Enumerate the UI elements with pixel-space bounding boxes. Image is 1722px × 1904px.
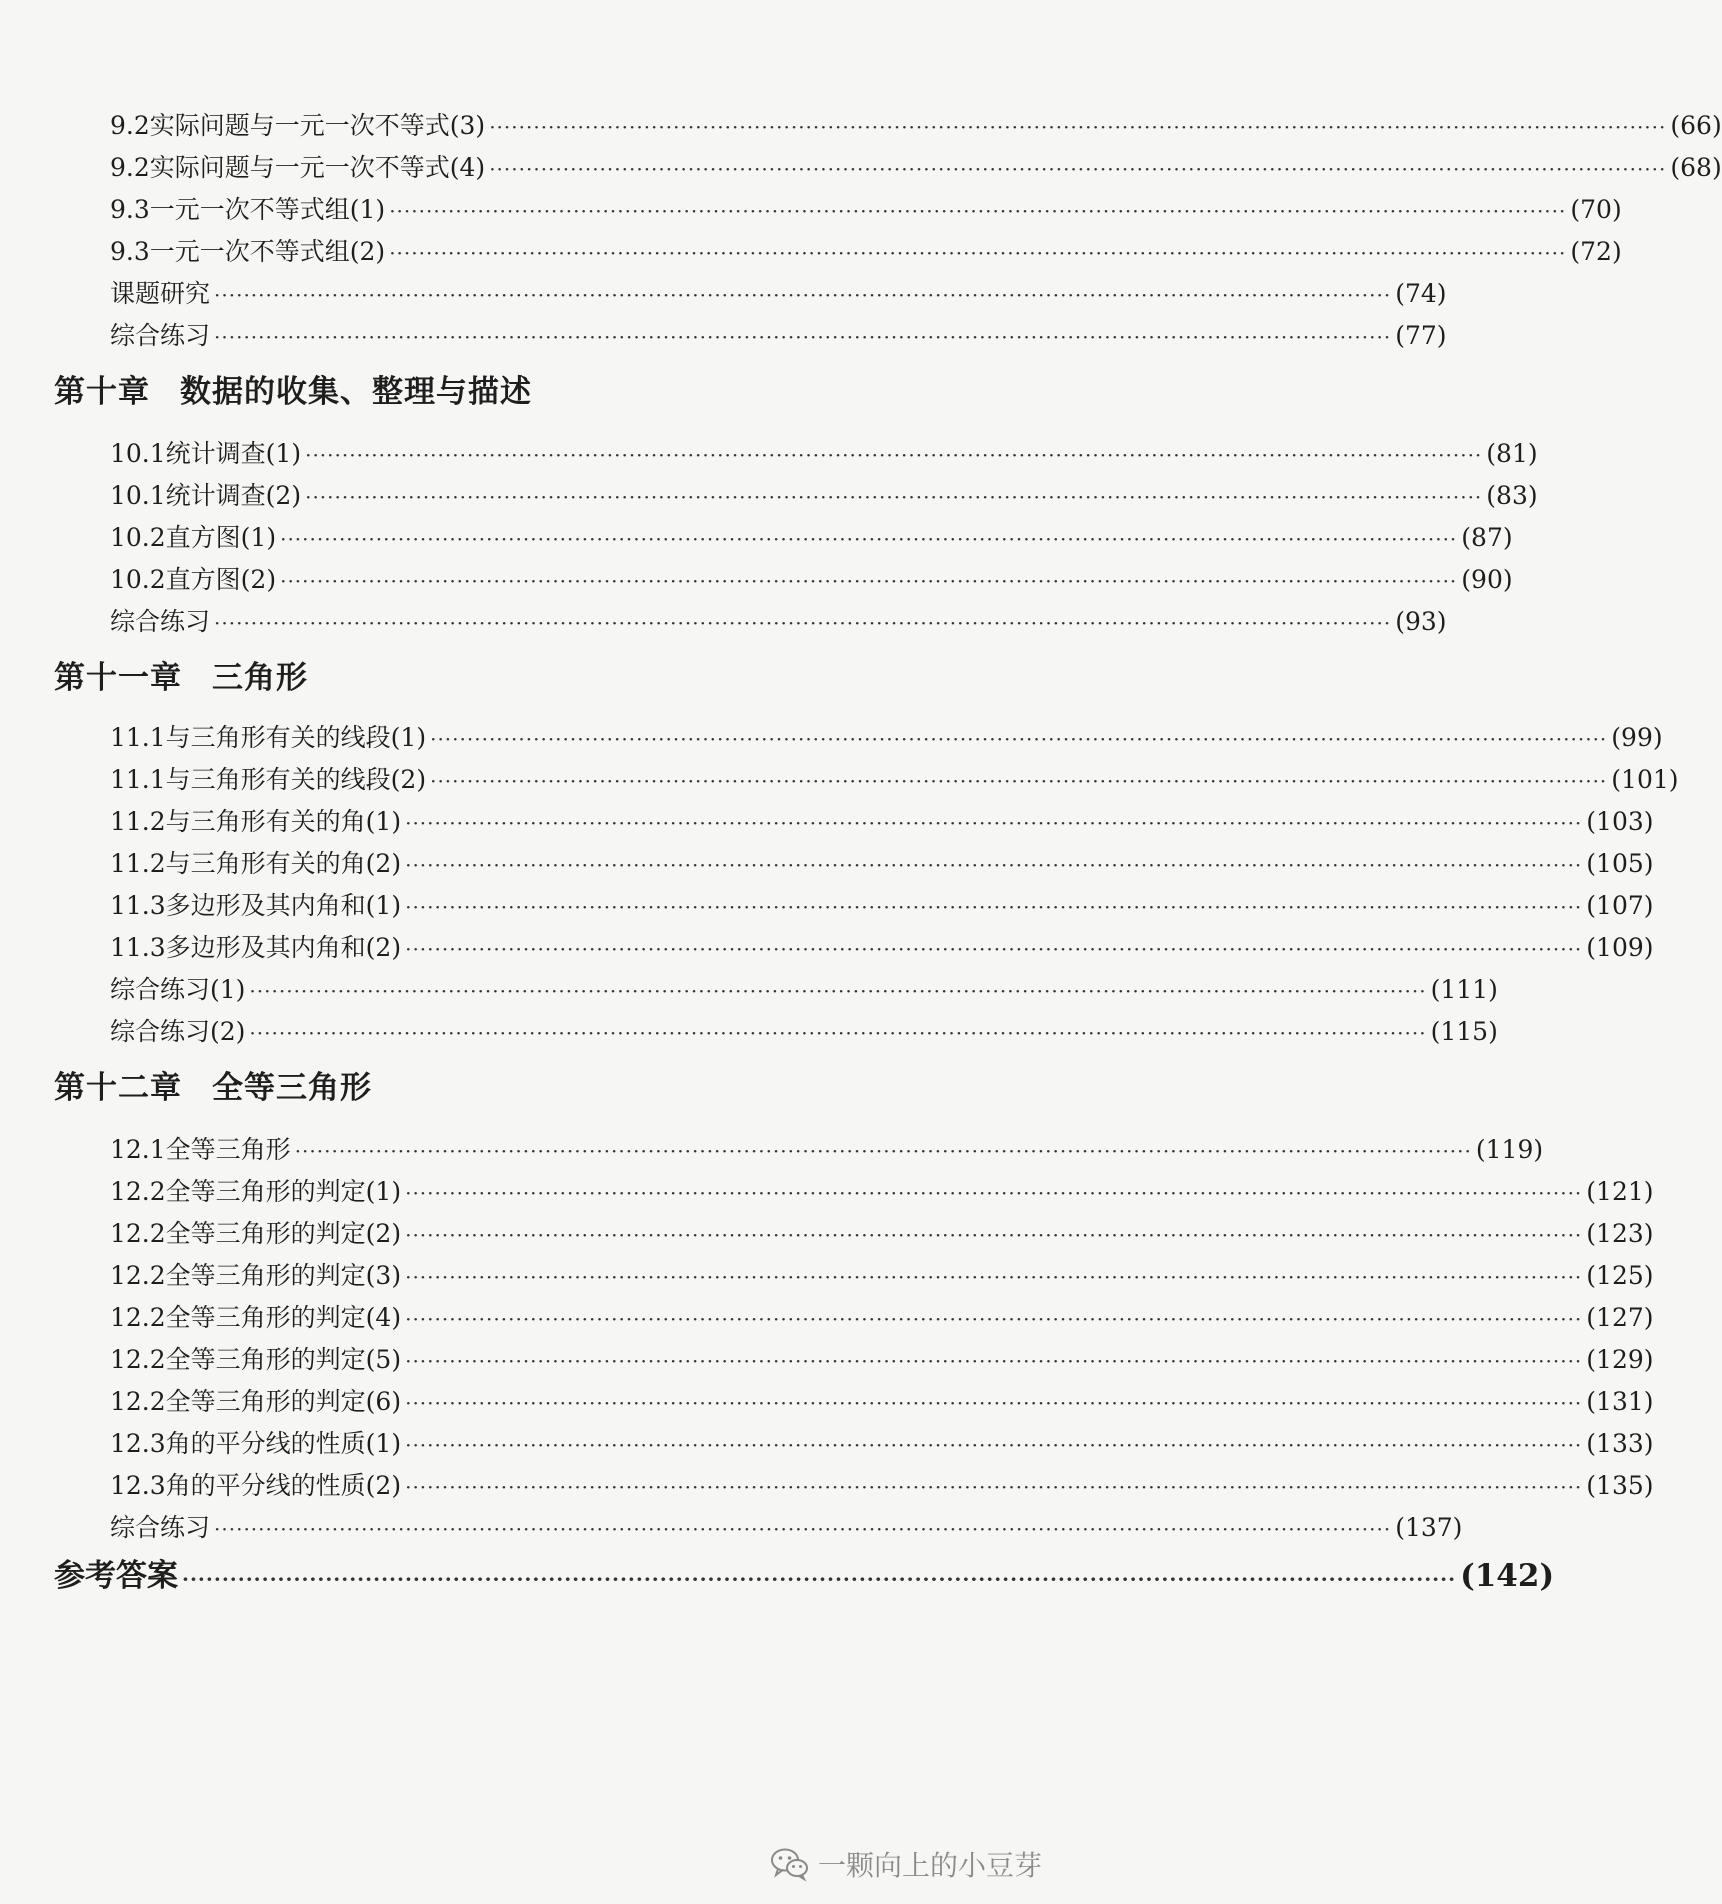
section-number: 12.3 <box>110 1471 166 1500</box>
page-number: (127) <box>1586 1303 1654 1332</box>
page-number: (103) <box>1586 807 1654 836</box>
dot-leader: ································································································································································ <box>305 443 1483 467</box>
dot-leader: ································································································································································ <box>389 199 1567 223</box>
entry-title: 综合练习 <box>110 1513 211 1542</box>
dot-leader: ································································································································································ <box>280 527 1458 551</box>
entry-title: 与三角形有关的线段(2) <box>165 765 427 794</box>
section-number: 12.2 <box>110 1219 166 1248</box>
dot-leader: ································································································································································ <box>489 157 1667 181</box>
page-number: (121) <box>1586 1177 1654 1206</box>
chapter-number: 第十二章 <box>54 1070 182 1106</box>
toc-entry <box>110 518 1513 554</box>
toc-entry <box>110 1466 1654 1502</box>
page-number: (99) <box>1611 723 1663 752</box>
entry-title: 多边形及其内角和(1) <box>165 891 402 920</box>
page-number: (66) <box>1670 111 1722 140</box>
chapter-number: 第十一章 <box>54 660 182 696</box>
wechat-icon <box>770 1847 810 1881</box>
toc-entry <box>110 1130 1544 1166</box>
dot-leader: ································································································································································ <box>405 1265 1583 1289</box>
section-number: 9.2 <box>110 153 150 182</box>
entry-title: 角的平分线的性质(1) <box>165 1429 402 1458</box>
entry-title: 实际问题与一元一次不等式(3) <box>149 111 486 140</box>
entry-title: 全等三角形的判定(4) <box>165 1303 402 1332</box>
page-number: (74) <box>1395 279 1447 308</box>
dot-leader: ································································································································································ <box>280 569 1458 593</box>
dot-leader: ································································································································································ <box>430 727 1608 751</box>
section-number: 12.2 <box>110 1303 166 1332</box>
dot-leader: ································································································································································ <box>405 1223 1583 1247</box>
toc-entry <box>110 476 1538 512</box>
dot-leader: ································································································································································ <box>214 283 1392 307</box>
toc-entry <box>110 970 1498 1006</box>
page-number: (101) <box>1611 765 1679 794</box>
page-number: (109) <box>1586 933 1654 962</box>
entry-title: 全等三角形的判定(1) <box>165 1177 402 1206</box>
chapter-title: 三角形 <box>212 660 308 696</box>
page-number: (123) <box>1586 1219 1654 1248</box>
section-number: 12.2 <box>110 1345 166 1374</box>
section-number: 10.2 <box>110 565 166 594</box>
page-number: (115) <box>1430 1017 1498 1046</box>
toc-entry <box>110 560 1513 596</box>
toc-entry <box>110 148 1722 184</box>
dot-leader: ································································································································································ <box>405 1391 1583 1415</box>
chapter-number: 第十章 <box>54 374 150 410</box>
entry-title: 多边形及其内角和(2) <box>165 933 402 962</box>
toc-entry <box>110 718 1663 754</box>
toc-entry <box>110 802 1654 838</box>
entry-title: 与三角形有关的线段(1) <box>165 723 427 752</box>
entry-title: 综合练习(1) <box>110 975 246 1004</box>
section-number: 12.2 <box>110 1387 166 1416</box>
toc-entry <box>110 602 1447 638</box>
toc-entry <box>110 1508 1463 1544</box>
dot-leader: ································································································································································ <box>405 1433 1583 1457</box>
page-number: (125) <box>1586 1261 1654 1290</box>
toc-entry <box>110 1172 1654 1208</box>
dot-leader: ································································································································································ <box>405 1307 1583 1331</box>
dot-leader: ································································································································································ <box>489 115 1667 139</box>
page-number: (135) <box>1586 1471 1654 1500</box>
dot-leader: ································································································································································ <box>405 1349 1583 1373</box>
page-number: (131) <box>1586 1387 1654 1416</box>
entry-title: 全等三角形的判定(3) <box>165 1261 402 1290</box>
page-number: (105) <box>1586 849 1654 878</box>
entry-title: 全等三角形的判定(5) <box>165 1345 402 1374</box>
entry-title: 实际问题与一元一次不等式(4) <box>149 153 486 182</box>
toc-top-entry <box>54 1550 1555 1595</box>
section-number: 11.2 <box>110 849 166 878</box>
toc-entry <box>110 1382 1654 1418</box>
toc-entry <box>110 274 1447 310</box>
entry-title: 参考答案 <box>54 1558 178 1594</box>
entry-title: 与三角形有关的角(1) <box>165 807 402 836</box>
entry-title: 直方图(2) <box>165 565 277 594</box>
dot-leader: ································································································································································ <box>389 241 1567 265</box>
toc-entry <box>110 190 1622 226</box>
toc-entry <box>110 1424 1654 1460</box>
section-number: 9.3 <box>110 237 150 266</box>
section-number: 12.2 <box>110 1177 166 1206</box>
entry-title: 全等三角形 <box>165 1135 291 1164</box>
toc-entry <box>110 1340 1654 1376</box>
toc-entry <box>110 106 1722 142</box>
section-number: 9.2 <box>110 111 150 140</box>
toc-entry <box>110 760 1679 796</box>
toc-entry <box>110 844 1654 880</box>
entry-title: 全等三角形的判定(2) <box>165 1219 402 1248</box>
entry-title: 一元一次不等式组(2) <box>149 237 386 266</box>
toc-entry <box>110 232 1622 268</box>
dot-leader: ································································································································································ <box>405 811 1583 835</box>
dot-leader: ································································································································································ <box>405 1475 1583 1499</box>
chapter-heading <box>54 1062 372 1107</box>
page-number: (107) <box>1586 891 1654 920</box>
section-number: 12.1 <box>110 1135 166 1164</box>
dot-leader: ································································································································································ <box>249 979 1427 1003</box>
page-number: (119) <box>1475 1135 1544 1164</box>
dot-leader: ································································································································································ <box>214 1517 1392 1541</box>
entry-title: 统计调查(2) <box>165 481 302 510</box>
entry-title: 与三角形有关的角(2) <box>165 849 402 878</box>
page-number: (142) <box>1460 1558 1555 1594</box>
section-number: 12.2 <box>110 1261 166 1290</box>
dot-leader: ································································································································································ <box>214 325 1392 349</box>
page-number: (72) <box>1570 237 1622 266</box>
watermark-text: 一颗向上的小豆芽 <box>817 1849 1042 1882</box>
page-number: (93) <box>1395 607 1447 636</box>
chapter-title: 全等三角形 <box>212 1070 372 1106</box>
page-number: (83) <box>1486 481 1538 510</box>
entry-title: 课题研究 <box>110 279 211 308</box>
page-number: (111) <box>1430 975 1498 1004</box>
entry-title: 综合练习 <box>110 321 211 350</box>
entry-title: 综合练习(2) <box>110 1017 246 1046</box>
section-number: 11.1 <box>110 723 166 752</box>
entry-title: 综合练习 <box>110 607 211 636</box>
entry-title: 角的平分线的性质(2) <box>165 1471 402 1500</box>
page-number: (133) <box>1586 1429 1654 1458</box>
toc-entry <box>110 434 1538 470</box>
chapter-title: 数据的收集、整理与描述 <box>180 374 532 410</box>
dot-leader: ································································································································································ <box>405 853 1583 877</box>
dot-leader: ································································································································································ <box>182 1567 1457 1591</box>
dot-leader: ································································································································································ <box>430 769 1608 793</box>
dot-leader: ································································································································································ <box>294 1139 1472 1163</box>
page-number: (90) <box>1461 565 1513 594</box>
section-number: 11.3 <box>110 933 166 962</box>
dot-leader: ································································································································································ <box>249 1021 1427 1045</box>
dot-leader: ································································································································································ <box>214 611 1392 635</box>
dot-leader: ································································································································································ <box>405 895 1583 919</box>
entry-title: 一元一次不等式组(1) <box>149 195 386 224</box>
entry-title: 统计调查(1) <box>165 439 302 468</box>
section-number: 10.1 <box>110 439 166 468</box>
page-number: (87) <box>1461 523 1513 552</box>
dot-leader: ································································································································································ <box>405 937 1583 961</box>
toc-entry <box>110 1298 1654 1334</box>
page-number: (70) <box>1570 195 1622 224</box>
page-number: (68) <box>1670 153 1722 182</box>
chapter-heading <box>54 652 308 697</box>
section-number: 11.1 <box>110 765 166 794</box>
page-number: (129) <box>1586 1345 1654 1374</box>
section-number: 11.2 <box>110 807 166 836</box>
chapter-heading <box>54 366 532 411</box>
entry-title: 直方图(1) <box>165 523 277 552</box>
section-number: 12.3 <box>110 1429 166 1458</box>
page-number: (137) <box>1395 1513 1463 1542</box>
section-number: 10.2 <box>110 523 166 552</box>
toc-entry <box>110 1214 1654 1250</box>
page-number: (77) <box>1395 321 1447 350</box>
toc-entry <box>110 928 1654 964</box>
section-number: 10.1 <box>110 481 166 510</box>
watermark <box>770 1844 1042 1884</box>
dot-leader: ································································································································································ <box>405 1181 1583 1205</box>
section-number: 9.3 <box>110 195 150 224</box>
toc-entry <box>110 1256 1654 1292</box>
toc-entry <box>110 886 1654 922</box>
toc-entry <box>110 316 1447 352</box>
page-number: (81) <box>1486 439 1538 468</box>
dot-leader: ································································································································································ <box>305 485 1483 509</box>
toc-entry <box>110 1012 1498 1048</box>
section-number: 11.3 <box>110 891 166 920</box>
entry-title: 全等三角形的判定(6) <box>165 1387 402 1416</box>
